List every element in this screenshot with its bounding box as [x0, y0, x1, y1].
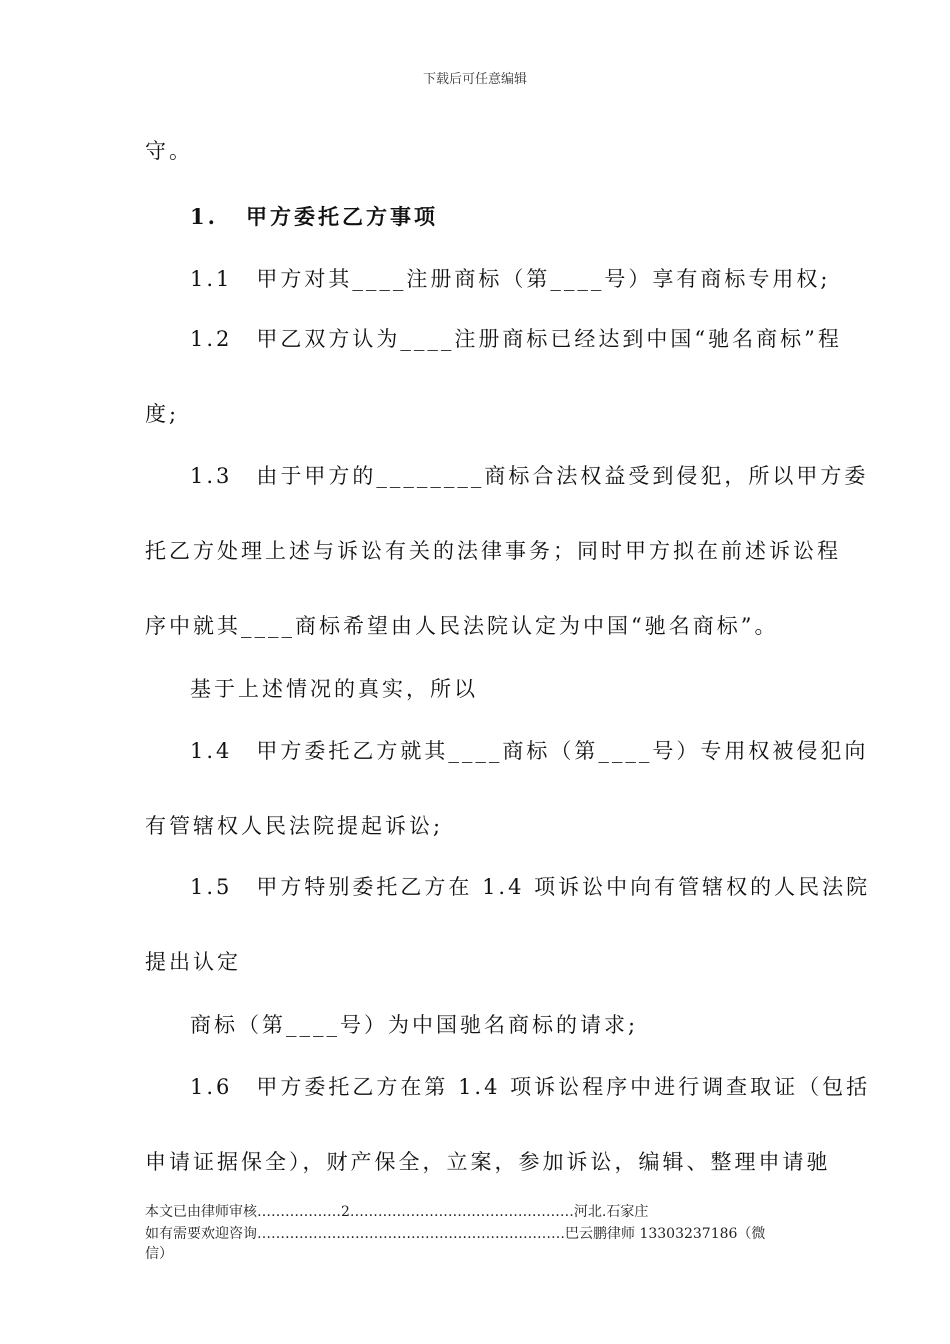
footer-line3: 信）	[145, 1246, 173, 1262]
section-number: 1.	[190, 204, 218, 229]
page-header: 下载后可任意编辑	[422, 72, 527, 87]
paragraph-line: 守。	[145, 139, 193, 163]
clause-1-1: 1.1 甲方对其____注册商标（第____号）享有商标专用权;	[190, 267, 831, 291]
basis-line: 基于上述情况的真实，所以	[190, 677, 478, 701]
clause-1-6-line2: 申请证据保全），财产保全，立案，参加诉讼，编辑、整理申请驰	[145, 1150, 831, 1174]
clause-1-3-line1: 1.3 由于甲方的________商标合法权益受到侵犯，所以甲方委	[190, 464, 869, 488]
clause-1-5-line3: 商标（第____号）为中国驰名商标的请求;	[190, 1013, 639, 1037]
clause-1-5-line2: 提出认定	[145, 950, 241, 974]
clause-1-3-line2: 托乙方处理上述与诉讼有关的法律事务；同时甲方拟在前述诉讼程	[145, 539, 841, 563]
clause-1-4-line1: 1.4 甲方委托乙方就其____商标（第____号）专用权被侵犯向	[190, 739, 869, 763]
clause-1-3-line3: 序中就其____商标希望由人民法院认定为中国“驰名商标”。	[145, 614, 779, 638]
footer-line1: 本文已由律师审核………………2…………………………………………河北.石家庄	[145, 1204, 649, 1220]
clause-1-2-line2: 度;	[145, 402, 180, 426]
footer-line2: 如有需要欢迎咨询…………………………………………………………巴云鹏律师 13303237186（微	[145, 1226, 766, 1242]
clause-1-6-line1: 1.6 甲方委托乙方在第 1.4 项诉讼程序中进行调查取证（包括	[190, 1075, 871, 1099]
clause-1-2-line1: 1.2 甲乙双方认为____注册商标已经达到中国“驰名商标”程	[190, 327, 842, 351]
clause-1-4-line2: 有管辖权人民法院提起诉讼;	[145, 814, 444, 838]
section-heading: 甲方委托乙方事项	[246, 204, 438, 229]
clause-1-5-line1: 1.5 甲方特别委托乙方在 1.4 项诉讼中向有管辖权的人民法院	[190, 875, 871, 899]
